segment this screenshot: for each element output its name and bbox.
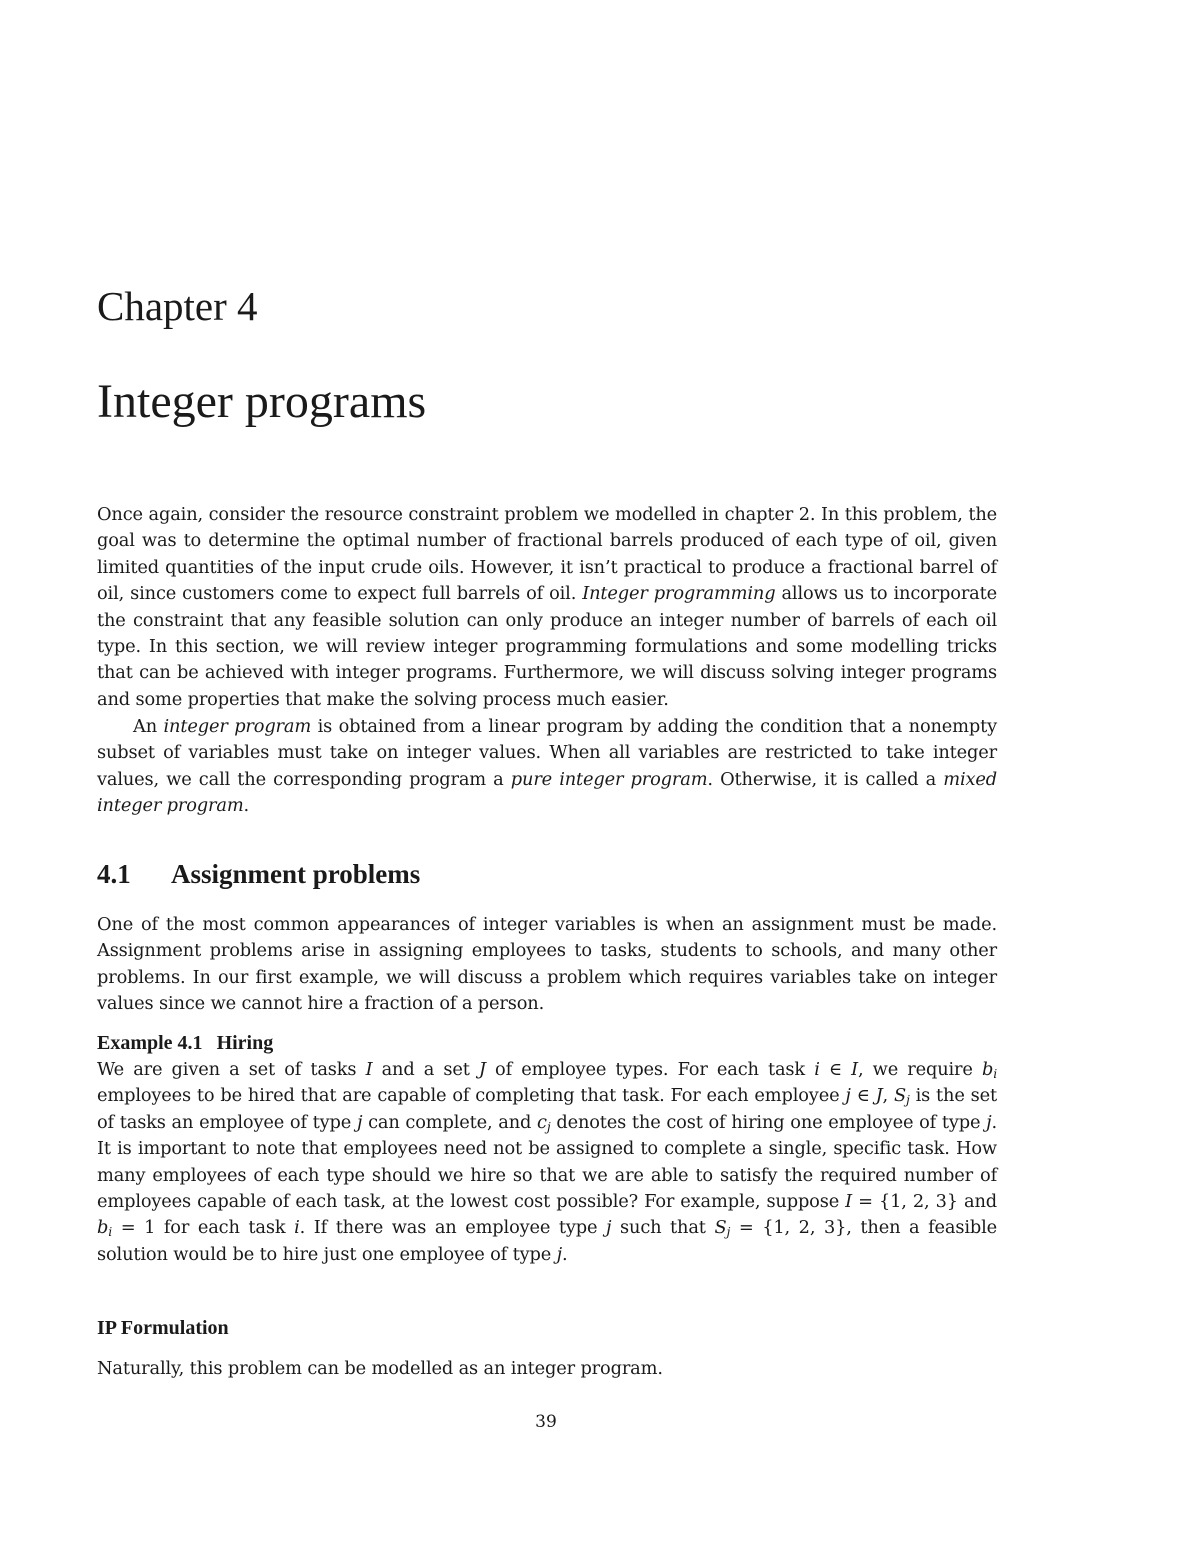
term-pure-integer-program: pure integer program (510, 768, 708, 790)
section-paragraph: One of the most common appearances of integer variables is when an assignment must be made. Assignment problems arise in assigning employees to tasks, students to schools, and many other problems. In our first example, we will discuss a problem which requires variables take on integer values since we cannot hire a fraction of a person. (97, 914, 997, 1015)
example-title: Hiring (216, 1032, 274, 1054)
term-integer-program: integer program (163, 716, 312, 737)
example-body: We are given a set of tasks I and a set J of employee types. For each task i ∈ I, we require $b_i$ employees to be hired that are capable of completing that task. For each employee j ∈ J, $S_j$ is the set of tasks an employee of type j can complete, and $c_j$ denotes the cost of hiring one employee of type j. It is important to note that employees need not be assigned to complete a single, specific task. How many employees of each type should we hire so that we are able to satisfy the required number of employees capable of each task, at the lowest cost possible? For example, suppose I = {1, 2, 3} and $b_i = 1$ for each task i. If there was an employee type j such that $S_j = \{1$, 2, 3}, then a feasible solution would be to hire just one employee of type j. (97, 1059, 998, 1265)
ip-formulation-text: Naturally, this problem can be modelled as an integer program. (97, 1358, 663, 1379)
section-number: 4.1 (97, 859, 131, 889)
chapter-label: Chapter 4 (97, 283, 258, 329)
section-title: Assignment problems (171, 859, 421, 889)
intro-paragraph-2: An integer program is obtained from a linear program by adding the condition that a nonempty subset of variables must take on integer values. When all variables are restricted to take integer values, we call the corresponding program a pure integer program. Otherwise, it is called a mixed integer program. (97, 716, 998, 817)
example-label: Example 4.1 (97, 1032, 203, 1054)
term-mixed-integer-program: mixed integer program (97, 768, 997, 817)
section-heading (97, 858, 420, 890)
page-number: 39 (535, 1412, 557, 1432)
example-heading (97, 1030, 273, 1056)
ip-formulation-heading: IP Formulation (97, 1317, 229, 1339)
term-integer-programming: Integer programming (582, 583, 776, 605)
chapter-title: Integer programs (97, 375, 427, 428)
intro-paragraph-1: Once again, consider the resource constraint problem we modelled in chapter 2. In this problem, the goal was to determine the optimal number of fractional barrels produced of each type of oil, given limited quantities of the input crude oils. However, it isn’t practical to produce a fractional barrel of oil, since customers come to expect full barrels of oil. Integer programming allows us to incorporate the constraint that any feasible solution can only produce an integer number of barrels of each oil type. In this section, we will review integer programming formulations and some modelling tricks that can be achieved with integer programs. Furthermore, we will discuss solving integer programs and some properties that make the solving process much easier. (97, 504, 997, 710)
